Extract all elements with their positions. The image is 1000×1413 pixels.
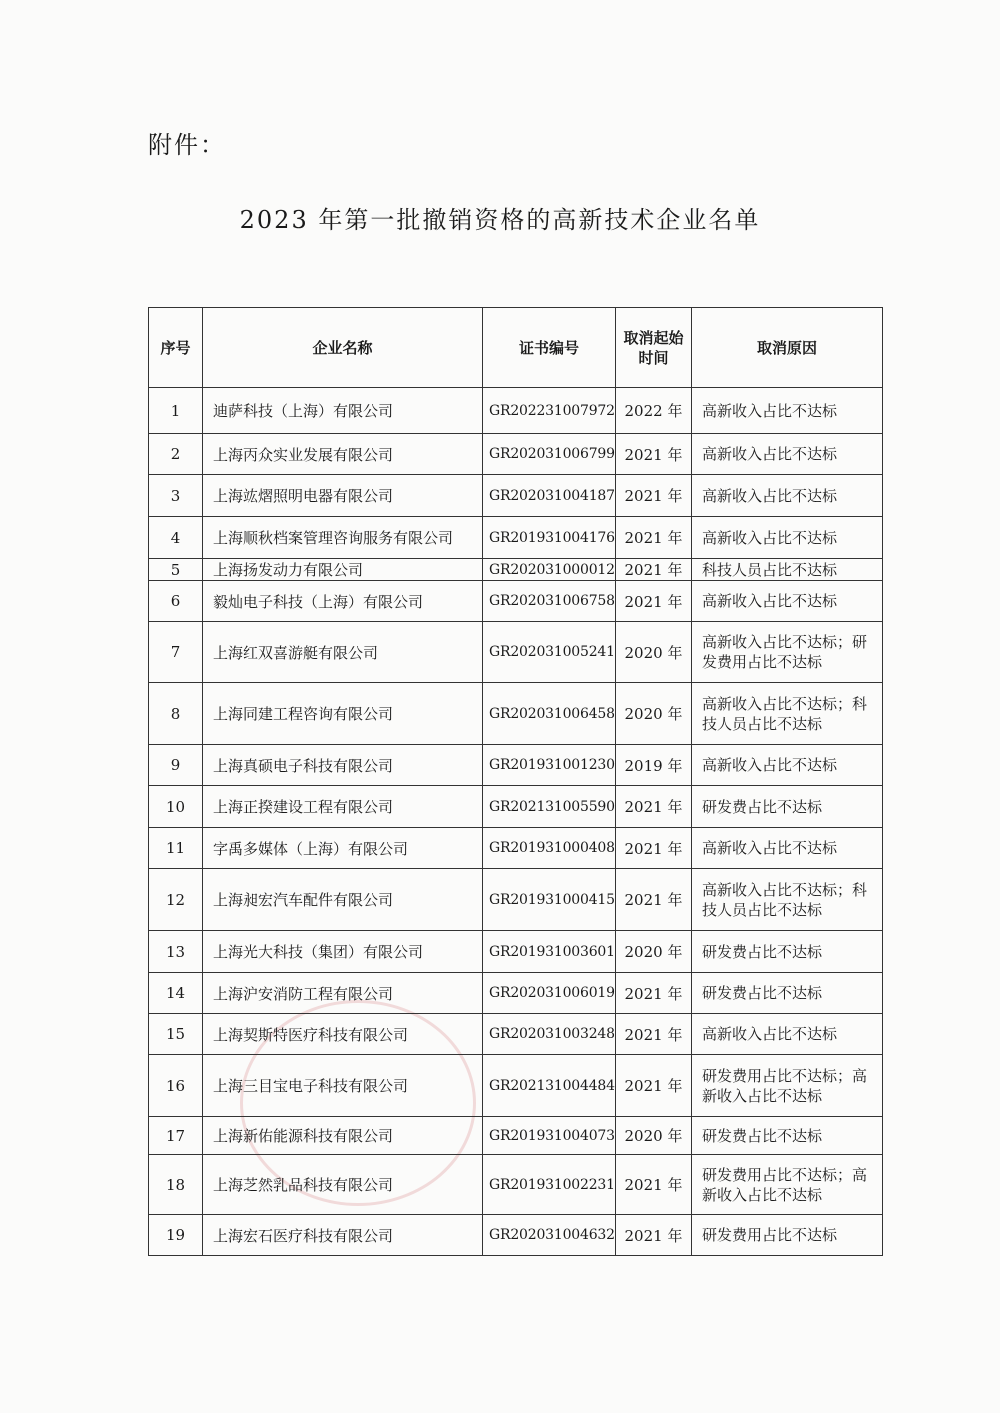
table-row <box>149 388 883 434</box>
cancel-reason: 高新收入占比不达标 <box>692 517 883 559</box>
company-name: 字禹多媒体（上海）有限公司 <box>203 828 483 869</box>
table-row <box>149 1117 883 1155</box>
cancel-time: 2021 年 <box>616 475 692 517</box>
table-row <box>149 1014 883 1055</box>
cancel-time: 2020 年 <box>616 1117 692 1155</box>
cancel-reason: 研发费占比不达标 <box>692 973 883 1014</box>
row-number: 1 <box>149 388 203 434</box>
cancel-reason: 科技人员占比不达标 <box>692 559 883 581</box>
cancel-time: 2020 年 <box>616 622 692 683</box>
cert-number: GR202031005241 <box>483 622 616 683</box>
table-row <box>149 828 883 869</box>
table-row <box>149 786 883 828</box>
table-row <box>149 517 883 559</box>
table-row <box>149 581 883 622</box>
company-name: 上海红双喜游艇有限公司 <box>203 622 483 683</box>
cancel-time: 2020 年 <box>616 683 692 745</box>
header-company-name: 企业名称 <box>203 308 483 388</box>
row-number: 8 <box>149 683 203 745</box>
row-number: 12 <box>149 869 203 931</box>
table-row <box>149 1055 883 1117</box>
row-number: 16 <box>149 1055 203 1117</box>
cert-number: GR201931000408 <box>483 828 616 869</box>
table-row <box>149 1155 883 1215</box>
row-number: 10 <box>149 786 203 828</box>
cancel-time: 2019 年 <box>616 745 692 786</box>
cancel-time: 2021 年 <box>616 973 692 1014</box>
cancel-reason: 高新收入占比不达标 <box>692 828 883 869</box>
cert-number: GR201931000415 <box>483 869 616 931</box>
table-row <box>149 434 883 475</box>
table-row <box>149 745 883 786</box>
table-body <box>149 388 883 1256</box>
company-name: 上海三目宝电子科技有限公司 <box>203 1055 483 1117</box>
cert-number: GR201931003601 <box>483 931 616 973</box>
cert-number: GR202031006799 <box>483 434 616 475</box>
cancel-reason: 高新收入占比不达标 <box>692 434 883 475</box>
company-name: 上海竑熠照明电器有限公司 <box>203 475 483 517</box>
table-row <box>149 475 883 517</box>
row-number: 14 <box>149 973 203 1014</box>
row-number: 7 <box>149 622 203 683</box>
cancel-reason: 高新收入占比不达标 <box>692 388 883 434</box>
header-cancel-reason: 取消原因 <box>692 308 883 388</box>
company-name: 上海新佑能源科技有限公司 <box>203 1117 483 1155</box>
company-name: 上海真硕电子科技有限公司 <box>203 745 483 786</box>
cancel-time: 2021 年 <box>616 786 692 828</box>
table-row <box>149 622 883 683</box>
cancel-reason: 高新收入占比不达标 <box>692 1014 883 1055</box>
company-name: 迪萨科技（上海）有限公司 <box>203 388 483 434</box>
company-name: 上海正揆建设工程有限公司 <box>203 786 483 828</box>
cert-number: GR202031006758 <box>483 581 616 622</box>
row-number: 17 <box>149 1117 203 1155</box>
cert-number: GR201931002231 <box>483 1155 616 1215</box>
row-number: 4 <box>149 517 203 559</box>
cancel-time: 2022 年 <box>616 388 692 434</box>
table-row <box>149 559 883 581</box>
company-name: 上海昶宏汽车配件有限公司 <box>203 869 483 931</box>
cancel-time: 2021 年 <box>616 869 692 931</box>
cancel-time: 2020 年 <box>616 931 692 973</box>
cert-number: GR202031000012 <box>483 559 616 581</box>
row-number: 9 <box>149 745 203 786</box>
cancel-reason: 高新收入占比不达标；科技人员占比不达标 <box>692 683 883 745</box>
row-number: 5 <box>149 559 203 581</box>
header-cancel-time: 取消起始时间 <box>616 308 692 388</box>
cancel-time: 2021 年 <box>616 1055 692 1117</box>
company-name: 上海光大科技（集团）有限公司 <box>203 931 483 973</box>
company-name: 上海沪安消防工程有限公司 <box>203 973 483 1014</box>
cancel-reason: 研发费用占比不达标；高新收入占比不达标 <box>692 1155 883 1215</box>
cancel-time: 2021 年 <box>616 1215 692 1256</box>
company-name: 上海丙众实业发展有限公司 <box>203 434 483 475</box>
cancel-reason: 研发费占比不达标 <box>692 1117 883 1155</box>
company-name: 上海扬发动力有限公司 <box>203 559 483 581</box>
cancel-reason: 研发费占比不达标 <box>692 786 883 828</box>
row-number: 13 <box>149 931 203 973</box>
table-row <box>149 1215 883 1256</box>
cancel-time: 2021 年 <box>616 559 692 581</box>
row-number: 6 <box>149 581 203 622</box>
cert-number: GR201931004073 <box>483 1117 616 1155</box>
cancel-reason: 研发费用占比不达标；高新收入占比不达标 <box>692 1055 883 1117</box>
cancel-time: 2021 年 <box>616 581 692 622</box>
company-name: 上海契斯特医疗科技有限公司 <box>203 1014 483 1055</box>
company-name: 上海顺秋档案管理咨询服务有限公司 <box>203 517 483 559</box>
cancel-time: 2021 年 <box>616 517 692 559</box>
revoked-enterprises-table <box>148 307 883 1256</box>
cert-number: GR202031003248 <box>483 1014 616 1055</box>
company-name: 上海芝然乳品科技有限公司 <box>203 1155 483 1215</box>
row-number: 2 <box>149 434 203 475</box>
cancel-reason: 高新收入占比不达标 <box>692 745 883 786</box>
cancel-time: 2021 年 <box>616 1155 692 1215</box>
cert-number: GR202031004632 <box>483 1215 616 1256</box>
row-number: 11 <box>149 828 203 869</box>
cert-number: GR201931001230 <box>483 745 616 786</box>
table-row <box>149 931 883 973</box>
cancel-reason: 高新收入占比不达标 <box>692 475 883 517</box>
cert-number: GR202131004484 <box>483 1055 616 1117</box>
row-number: 18 <box>149 1155 203 1215</box>
attachment-label: 附件： <box>148 131 226 159</box>
table-row <box>149 869 883 931</box>
row-number: 15 <box>149 1014 203 1055</box>
cert-number: GR202031006458 <box>483 683 616 745</box>
table-header-row <box>149 308 883 388</box>
cancel-time: 2021 年 <box>616 1014 692 1055</box>
cancel-time: 2021 年 <box>616 434 692 475</box>
cancel-reason: 研发费占比不达标 <box>692 931 883 973</box>
header-no: 序号 <box>149 308 203 388</box>
cert-number: GR202231007972 <box>483 388 616 434</box>
row-number: 3 <box>149 475 203 517</box>
cancel-reason: 研发费用占比不达标 <box>692 1215 883 1256</box>
company-name: 上海宏石医疗科技有限公司 <box>203 1215 483 1256</box>
company-name: 毅灿电子科技（上海）有限公司 <box>203 581 483 622</box>
cancel-reason: 高新收入占比不达标；研发费用占比不达标 <box>692 622 883 683</box>
cancel-reason: 高新收入占比不达标 <box>692 581 883 622</box>
company-name: 上海同建工程咨询有限公司 <box>203 683 483 745</box>
cert-number: GR202131005590 <box>483 786 616 828</box>
table-row <box>149 683 883 745</box>
cancel-reason: 高新收入占比不达标；科技人员占比不达标 <box>692 869 883 931</box>
row-number: 19 <box>149 1215 203 1256</box>
document-title: 2023 年第一批撤销资格的高新技术企业名单 <box>239 206 761 234</box>
header-cert-number: 证书编号 <box>483 308 616 388</box>
cancel-time: 2021 年 <box>616 828 692 869</box>
cert-number: GR202031004187 <box>483 475 616 517</box>
table-row <box>149 973 883 1014</box>
cert-number: GR201931004176 <box>483 517 616 559</box>
cert-number: GR202031006019 <box>483 973 616 1014</box>
